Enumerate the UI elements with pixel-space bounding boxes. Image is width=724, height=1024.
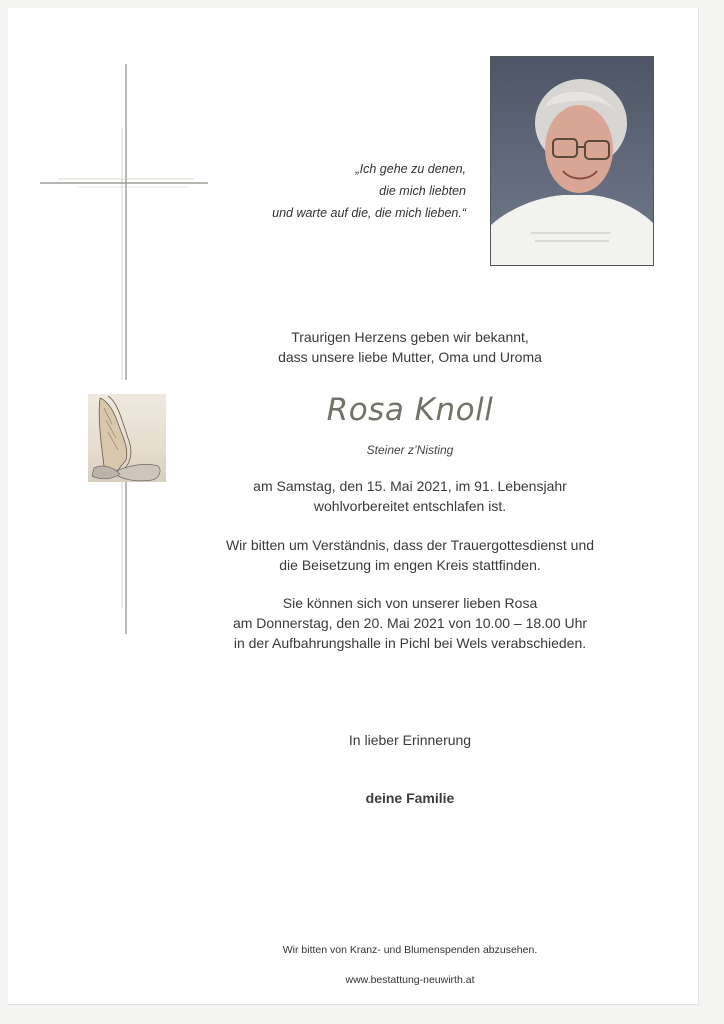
- deceased-name: Rosa Knoll: [326, 392, 494, 428]
- flowers-note: Wir bitten von Kranz- und Blumenspenden abzusehen.: [282, 944, 538, 956]
- death-line: wohlvorbereitet entschlafen ist.: [313, 498, 507, 514]
- farewell-line: am Donnerstag, den 20. Mai 2021 von 10.00 – 18.00 Uhr: [232, 615, 588, 631]
- website-link[interactable]: www.bestattung-neuwirth.at: [345, 974, 475, 986]
- signature-text: deine Familie: [365, 790, 455, 806]
- service-text: [126, 535, 694, 575]
- quote-line: „Ich gehe zu denen,: [355, 162, 466, 176]
- quote-line: die mich liebten: [379, 184, 466, 198]
- farewell-text: [126, 593, 694, 653]
- intro-line: dass unsere liebe Mutter, Oma und Uroma: [278, 349, 542, 365]
- obituary-page: [8, 8, 699, 1005]
- deceased-nickname: Steiner z’Nisting: [366, 443, 454, 457]
- quote-block: [166, 158, 466, 224]
- service-line: die Beisetzung im engen Kreis stattfinden.: [279, 557, 541, 573]
- remembrance-text: In lieber Erinnerung: [348, 732, 472, 748]
- intro-line: Traurigen Herzens geben wir bekannt,: [291, 329, 529, 345]
- farewell-line: in der Aufbahrungshalle in Pichl bei Wels verabschieden.: [233, 635, 587, 651]
- service-line: Wir bitten um Verständnis, dass der Trauergottesdienst und: [225, 537, 595, 553]
- farewell-line: Sie können sich von unserer lieben Rosa: [282, 595, 538, 611]
- death-text: [126, 476, 694, 516]
- quote-line: und warte auf die, die mich lieben.“: [272, 206, 466, 220]
- intro-text: [126, 327, 694, 367]
- portrait-photo: [490, 56, 654, 266]
- death-line: am Samstag, den 15. Mai 2021, im 91. Lebensjahr: [253, 478, 567, 494]
